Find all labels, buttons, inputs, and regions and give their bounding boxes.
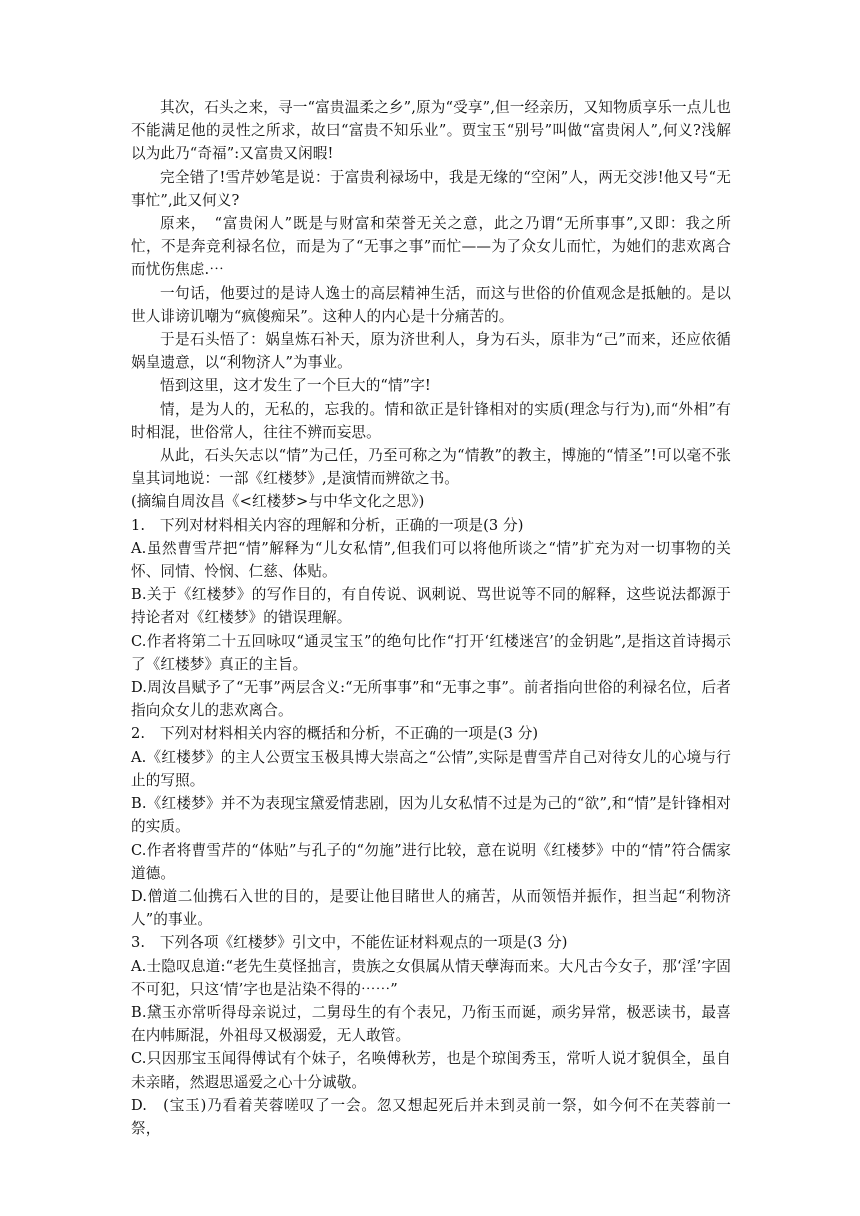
- question-2: [131, 722, 731, 931]
- paragraph: 于是石头悟了：娲皇炼石补天，原为济世利人，身为石头，原非为“己”而来，还应依循娲皇遗意，以“利物济人”为事业。: [131, 331, 731, 372]
- option-c: C.作者将第二十五回咏叹“通灵宝玉”的绝句比作“打开‘红楼迷宫’的金钥匙”,是指这首诗揭示了《红楼梦》真正的主旨。: [131, 632, 731, 673]
- option-a: A.虽然曹雪芹把“情”解释为“儿女私情”,但我们可以将他所谈之“情”扩充为对一切事物的关怀、同情、怜悯、仁慈、体贴。: [131, 539, 731, 581]
- option-c: C.只因那宝玉闻得傅试有个妹子，名唤傅秋芳，也是个琼闺秀玉，常听人说才貌俱全，虽自未亲睹，然遐思遥爱之心十分诚敬。: [131, 1050, 731, 1091]
- paragraph: 其次，石头之来，寻一“富贵温柔之乡”,原为“受享”,但一经亲历，又知物质享乐一点儿也不能满足他的灵性之所求，故曰“富贵不知乐业”。贾宝玉“别号”叫做“富贵闲人”,何义?浅解以为此乃“奇福”:又富贵又闲暇!: [131, 99, 731, 163]
- option-d: D.僧道二仙携石入世的目的，是要让他目睹世人的痛苦，从而领悟并振作，担当起“利物济人”的事业。: [131, 887, 731, 929]
- question-stem: 1. 下列对材料相关内容的理解和分析，正确的一项是(3 分): [131, 516, 524, 534]
- option-d: D. (宝玉)乃看着芙蓉嗟叹了一会。忽又想起死后并未到灵前一祭，如今何不在芙蓉前一祭，: [131, 1096, 731, 1137]
- question-1: [131, 514, 731, 723]
- option-a: A.士隐叹息道:“老先生莫怪拙言，贵族之女俱属从情天孽海而来。大凡古今女子，那‘淫’字固不可犯，只这‘情’字也是沾染不得的⋯⋯”: [131, 957, 731, 998]
- document-page: [131, 96, 731, 1140]
- question-stem: 3. 下列各项《红楼梦》引文中，不能佐证材料观点的一项是(3 分): [131, 934, 568, 952]
- option-b: B.《红楼梦》并不为表现宝黛爱情悲剧，因为儿女私情不过是为己的“欲”,和“情”是针锋相对的实质。: [131, 795, 731, 836]
- option-b: B.黛玉亦常听得母亲说过，二舅母生的有个表兄，乃衔玉而诞，顽劣异常，极恶读书，最喜在内帏厮混，外祖母又极溺爱，无人敢管。: [131, 1003, 731, 1045]
- question-stem: 2. 下列对材料相关内容的概括和分析，不正确的一项是(3 分): [131, 725, 539, 743]
- paragraph: 从此，石头矢志以“情”为己任，乃至可称之为“情教”的教主，博施的“情圣”!可以毫不张皇其词地说：一部《红楼梦》,是演情而辨欲之书。: [131, 447, 731, 488]
- option-d: D.周汝昌赋予了“无事”两层含义:“无所事事”和“无事之事”。前者指向世俗的利禄名位，后者指向众女儿的悲欢离合。: [131, 679, 731, 720]
- option-b: B.关于《红楼梦》的写作目的，有自传说、讽刺说、骂世说等不同的解释，这些说法都源于持论者对《红楼梦》的错误理解。: [131, 586, 731, 627]
- paragraph: 情，是为人的，无私的，忘我的。情和欲正是针锋相对的实质(理念与行为),而“外相”有时相混，世俗常人，往往不辨而妄思。: [131, 400, 731, 441]
- option-c: C.作者将曹雪芹的“体贴”与孔子的“勿施”进行比较，意在说明《红楼梦》中的“情”符合儒家道德。: [131, 841, 731, 882]
- source-citation: (摘编自周汝昌《<红楼梦>与中华文化之思》): [131, 493, 425, 511]
- essay-body: [131, 96, 731, 490]
- paragraph: 一句话，他要过的是诗人逸士的高层精神生活，而这与世俗的价值观念是抵触的。是以世人诽谤讥嘲为“疯傻痴呆”。这种人的内心是十分痛苦的。: [131, 284, 731, 325]
- paragraph: 悟到这里，这才发生了一个巨大的“情”字!: [160, 377, 431, 395]
- paragraph: 完全错了!雪芹妙笔是说：于富贵利禄场中，我是无缘的“空闲”人，两无交涉!他又号“无事忙”,此又何义?: [131, 168, 731, 209]
- option-a: A.《红楼梦》的主人公贾宝玉极具博大崇高之“公情”,实际是曹雪芹自己对待女儿的心境与行止的写照。: [131, 748, 731, 789]
- question-3: [131, 931, 731, 1140]
- paragraph: 原来， “富贵闲人”既是与财富和荣誉无关之意，此之乃谓“无所事事”,又即：我之所忙，不是奔竞利禄名位，而是为了“无事之事”而忙——为了众女儿而忙，为她们的悲欢离合而忧伤焦虑.⋯: [131, 215, 731, 279]
